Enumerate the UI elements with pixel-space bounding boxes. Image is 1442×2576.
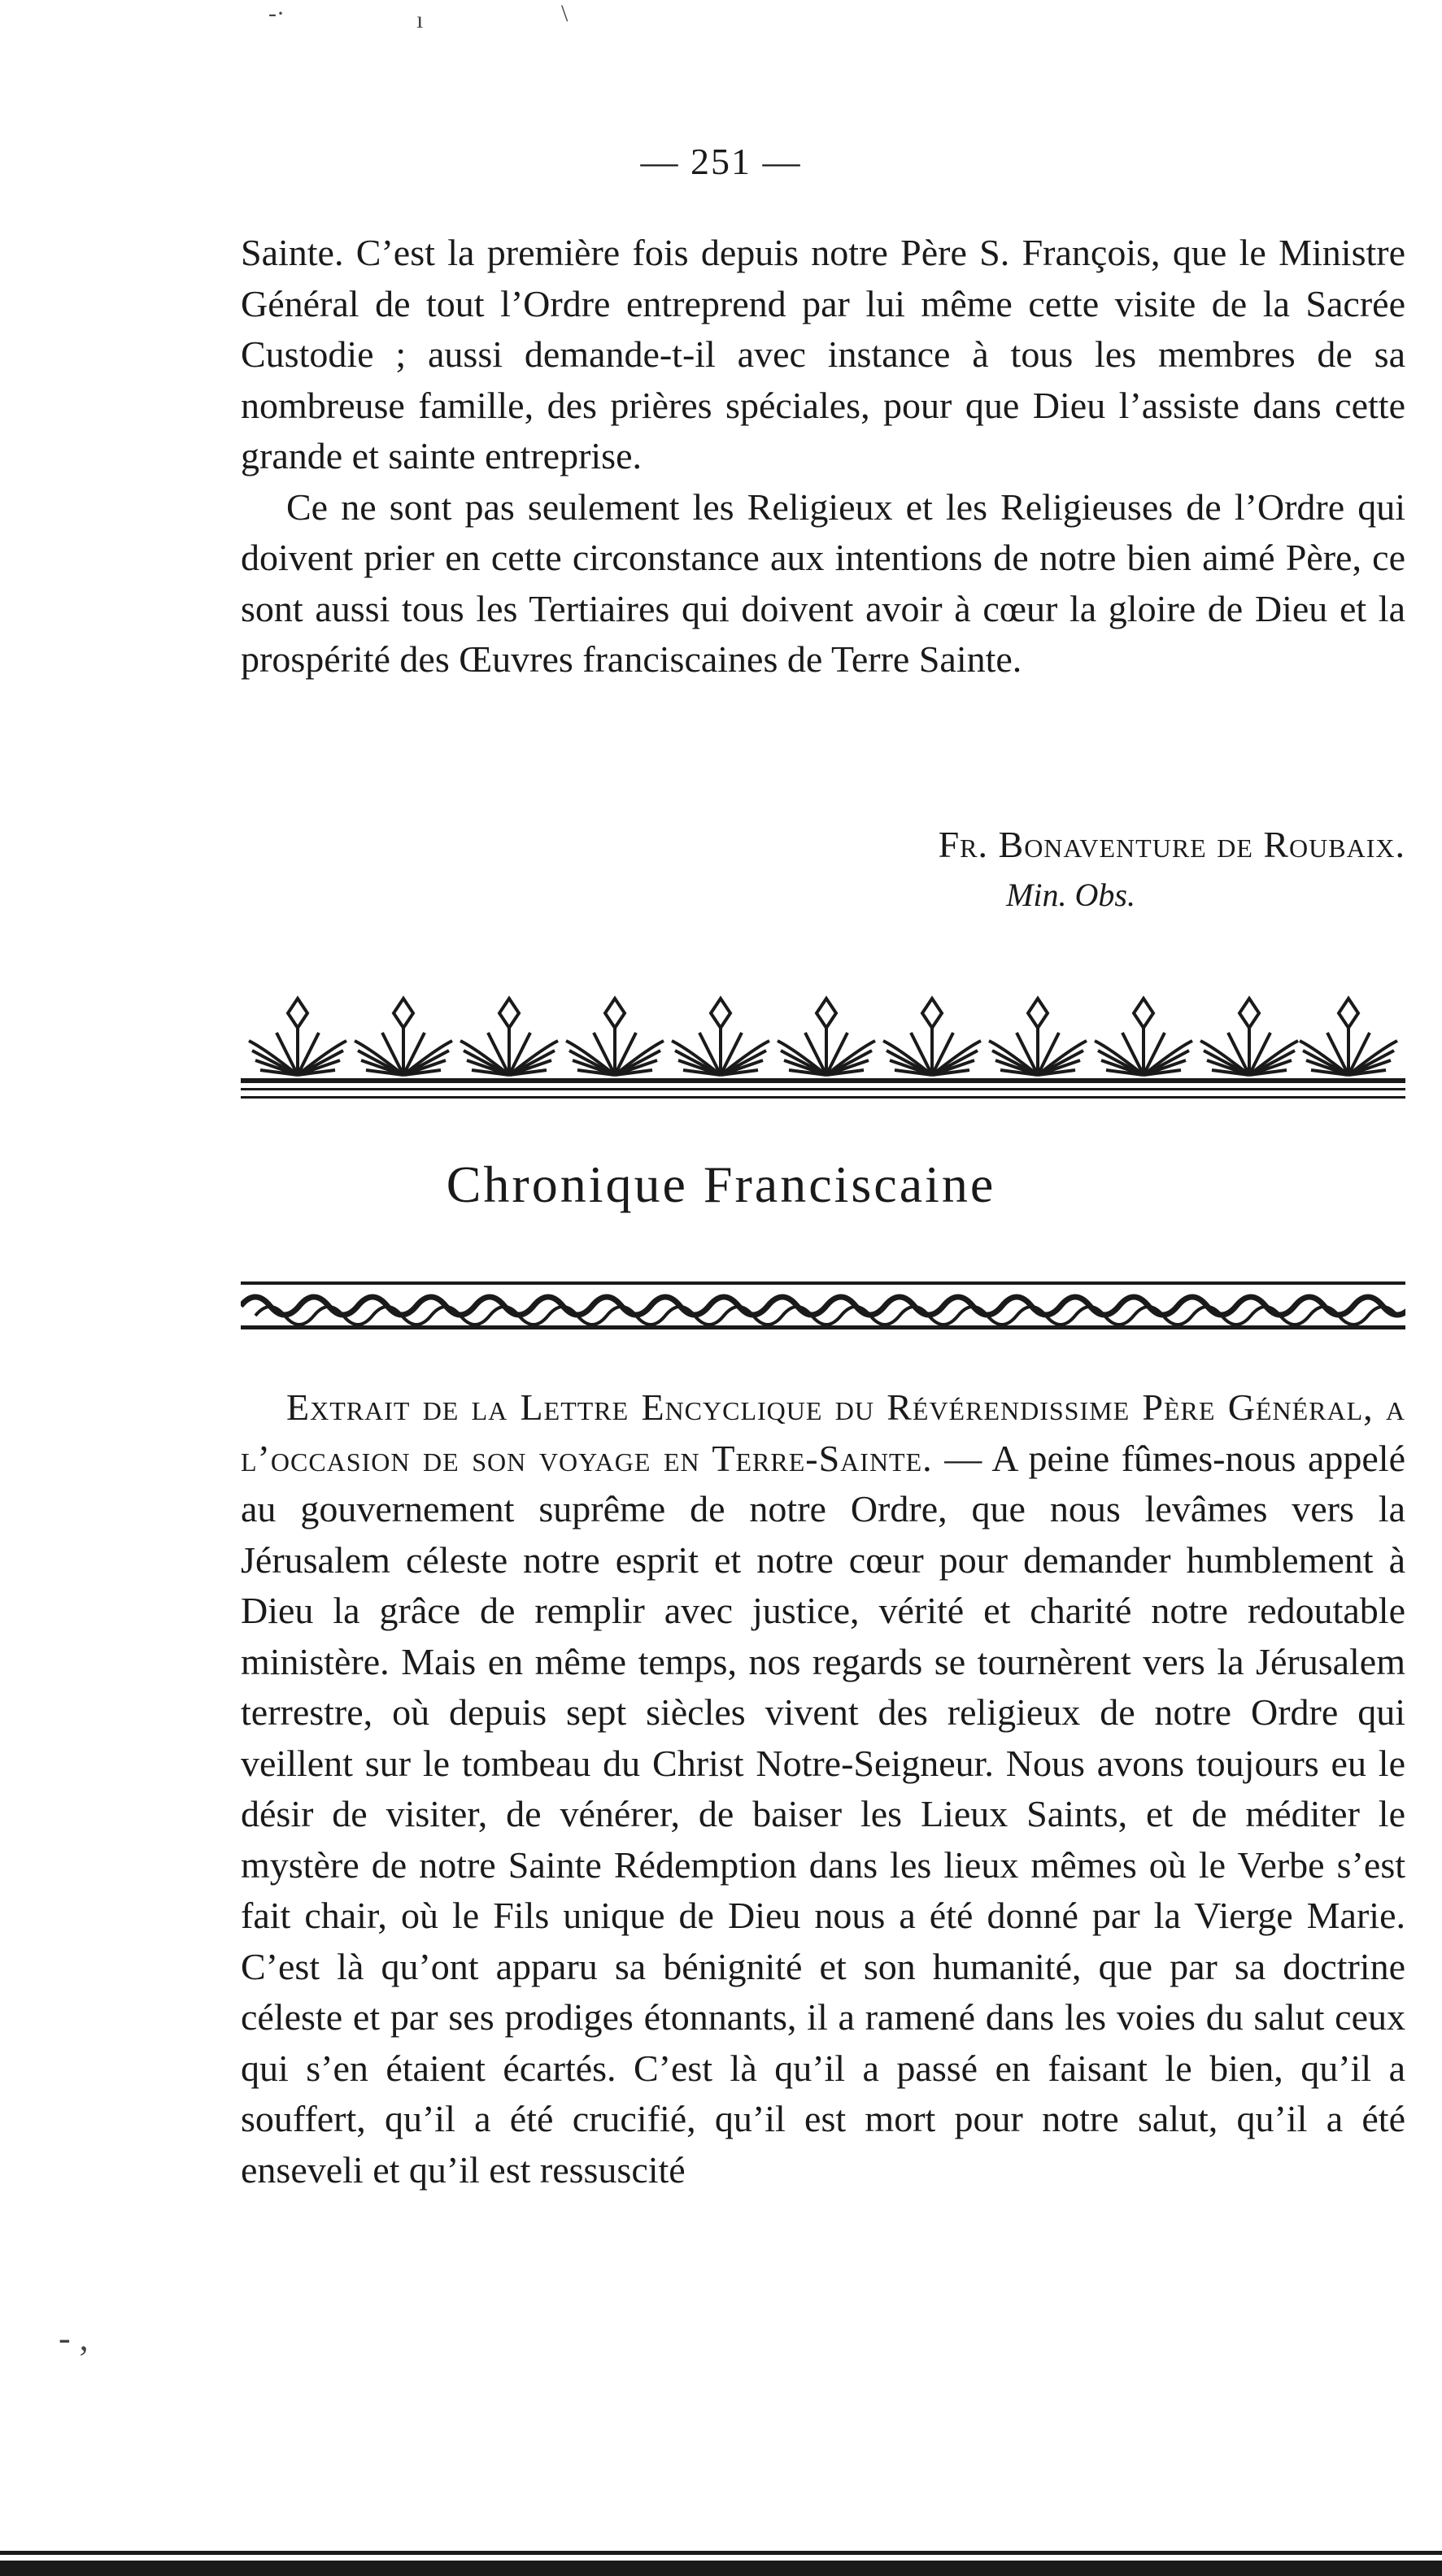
paragraph: Ce ne sont pas seulement les Religieux et les Religieuses de l’Ordre qui doivent prier en cette circonstance aux intentions de notre bien aimé Père, ce sont aussi tous les Tertiaires qui doivent avoir à cœur la gloire de Dieu et la prospérité des Œuvres franciscaines de Terre Sainte. bbox=[241, 485, 1405, 680]
scroll-ornament-band bbox=[241, 1277, 1405, 1335]
extract-heading: Extrait de la Lettre Encyclique du Révérendissime Père Général, a l’occasion de son voyage en Terre-Sainte. bbox=[241, 1386, 1405, 1479]
print-speck: -· bbox=[268, 0, 285, 27]
signature-name: Fr. Bonaventure de Roubaix. bbox=[938, 824, 1405, 865]
palmette-ornament bbox=[241, 984, 1405, 1106]
print-speck: \ bbox=[561, 0, 569, 27]
chronicle-text bbox=[241, 1382, 1405, 2195]
print-speck: ı bbox=[416, 7, 424, 33]
extract-body: — A peine fûmes-nous appelé au gouvernement suprême de notre Ordre, que nous levâmes vers la Jérusalem céleste notre esprit et notre cœur pour demander humblement à Dieu la grâce de remplir avec justice, vérité et charité notre redoutable ministère. Mais en même temps, nos regards se tournèrent vers la Jérusalem terrestre, où depuis sept siècles vivent des religieux de notre Ordre qui veillent sur le tombeau du Christ Notre-Seigneur. Nous avons toujours eu le désir de visiter, de vénérer, de baiser les Lieux Saints, et de méditer le mystère de notre Sainte Rédemption dans les lieux mêmes où le Verbe s’est fait chair, où le Fils unique de Dieu nous a été donné par la Vierge Marie. C’est là qu’ont apparu sa bénignité et son humanité, que par sa doctrine céleste et par ses prodiges étonnants, il a ramené dans les voies du salut ceux qui s’en étaient écartés. C’est là qu’il a passé en faisant le bien, qu’il a souffert, qu’il a été crucifié, qu’il est mort pour notre salut, qu’il a été enseveli et qu’il est ressuscité bbox=[241, 1437, 1405, 2191]
article-continuation bbox=[241, 228, 1405, 685]
page-number: — 251 — bbox=[640, 141, 802, 182]
paragraph: Sainte. C’est la première fois depuis notre Père S. François, que le Ministre Général de tout l’Ordre entreprend par lui même cette visite de la Sacrée Custodie ; aussi demande-t-il avec instance à tous les membres de sa nombreuse famille, des prières spéciales, pour que Dieu l’assiste dans cette grande et sainte entreprise. bbox=[241, 232, 1405, 476]
print-speck: - , bbox=[59, 2318, 89, 2358]
section-title: Chronique Franciscaine bbox=[446, 1155, 996, 1213]
signature-title: Min. Obs. bbox=[1006, 877, 1135, 913]
bottom-rule bbox=[0, 2549, 1442, 2576]
paragraph bbox=[241, 1382, 1405, 2195]
